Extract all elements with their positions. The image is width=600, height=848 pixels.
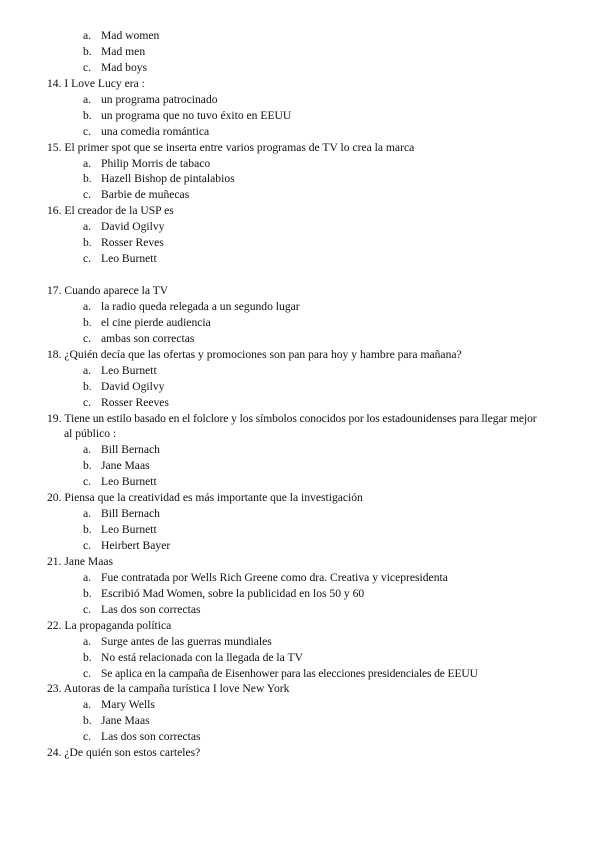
- option-text: Mad women: [101, 29, 160, 42]
- option-letter: c.: [83, 475, 92, 489]
- question-text: ¿Quién decía que las ofertas y promociones son pan para hoy y hambre para mañana?: [64, 347, 462, 361]
- option-letter: b.: [83, 523, 92, 537]
- question-number: 16.: [47, 204, 62, 218]
- option-text: Surge antes de las guerras mundiales: [101, 634, 272, 648]
- question-text: Piensa que la creatividad es más importante que la investigación: [64, 491, 363, 505]
- option-18b: [0, 379, 600, 395]
- option-letter: b.: [83, 586, 92, 600]
- option-text: Las dos son correctas: [101, 602, 201, 616]
- question-number: 14.: [47, 76, 62, 90]
- option-letter: c.: [83, 252, 92, 266]
- option-letter: c.: [83, 602, 92, 616]
- option-14b: [0, 108, 600, 124]
- question-text: ¿De quién son estos carteles?: [64, 746, 201, 760]
- option-text: Fue contratada por Wells Rich Greene como dra. Creativa y vicepresidenta: [101, 570, 448, 584]
- option-text: Bill Bernach: [101, 507, 160, 521]
- option-letter: a.: [83, 698, 92, 712]
- option-letter: a.: [83, 220, 92, 234]
- option-21c: [0, 602, 600, 618]
- option-text: Mad boys: [101, 60, 148, 74]
- question-number: 24.: [47, 746, 62, 760]
- question-22: [0, 618, 600, 634]
- question-text: Jane Maas: [64, 554, 114, 568]
- quiz-document: [0, 28, 600, 761]
- option-letter: b.: [83, 459, 92, 473]
- option-text: el cine pierde audiencia: [101, 315, 211, 329]
- option-23b: [0, 713, 600, 729]
- question-text: La propaganda política: [64, 618, 172, 632]
- option-17c: [0, 331, 600, 347]
- option-letter: c.: [83, 60, 92, 74]
- option-text: No está relacionada con la llegada de la TV: [101, 650, 303, 664]
- question-17: [0, 283, 600, 299]
- question-text: Tiene un estilo basado en el folclore y los símbolos conocidos por los estadounidenses para llegar mejor: [64, 411, 537, 425]
- option-text: una comedia romántica: [101, 124, 210, 138]
- option-18a: [0, 363, 600, 379]
- question-number: 17.: [47, 284, 62, 297]
- option-22c: [0, 666, 600, 682]
- question-20: [0, 490, 600, 506]
- option-19b: [0, 458, 600, 474]
- option-text: Rosser Reeves: [101, 395, 169, 409]
- option-text: Leo Burnett: [101, 523, 157, 537]
- question-text: I Love Lucy era :: [64, 76, 145, 90]
- option-letter: a.: [83, 92, 92, 106]
- option-text: Escribió Mad Women, sobre la publicidad en los 50 y 60: [101, 586, 365, 600]
- option-21a: [0, 570, 600, 586]
- question-number: 19.: [47, 411, 62, 425]
- option-text: Mary Wells: [101, 698, 155, 712]
- option-23a: [0, 697, 600, 713]
- option-23c: [0, 729, 600, 745]
- option-15b: [0, 171, 600, 187]
- question-18: [0, 347, 600, 363]
- option-text: la radio queda relegada a un segundo lugar: [101, 299, 300, 313]
- question-15: [0, 140, 600, 156]
- option-letter: b.: [83, 379, 92, 393]
- option-letter: a.: [83, 156, 92, 170]
- option-letter: a.: [83, 507, 92, 521]
- question-number: 21.: [47, 554, 62, 568]
- option-letter: a.: [83, 363, 92, 377]
- question-16: [0, 203, 600, 219]
- option-21b: [0, 586, 600, 602]
- question-24: [0, 745, 600, 761]
- question-text: El primer spot que se inserta entre varios programas de TV lo crea la marca: [64, 140, 415, 154]
- option-letter: b.: [83, 714, 92, 728]
- option-text: un programa patrocinado: [101, 92, 218, 106]
- option-letter: c.: [83, 395, 92, 409]
- question-number: 20.: [47, 491, 62, 505]
- option-letter: a.: [83, 570, 92, 584]
- option-letter: c.: [83, 188, 92, 202]
- option-text: Jane Maas: [101, 714, 150, 728]
- option-letter: b.: [83, 44, 92, 58]
- option-letter: c.: [83, 331, 92, 345]
- question-number: 23.: [47, 682, 62, 696]
- option-text: Se aplica en la campaña de Eisenhower para las elecciones presidenciales de EEUU: [101, 666, 478, 680]
- option-letter: b.: [83, 236, 92, 250]
- question-14: [0, 76, 600, 92]
- option-20b: [0, 522, 600, 538]
- option-letter: a.: [83, 443, 92, 457]
- option-letter: b.: [83, 315, 92, 329]
- option-text: Philip Morris de tabaco: [101, 156, 211, 170]
- option-letter: a.: [83, 634, 92, 648]
- option-15a: [0, 156, 600, 172]
- option-text: Leo Burnett: [101, 475, 157, 489]
- question-19: [0, 411, 600, 427]
- question-text: Cuando aparece la TV: [64, 284, 169, 297]
- option-15c: [0, 187, 600, 203]
- option-19a: [0, 442, 600, 458]
- option-20c: [0, 538, 600, 554]
- option-text: David Ogilvy: [101, 220, 165, 234]
- option-letter: b.: [83, 172, 92, 186]
- option-text: Barbie de muñecas: [101, 188, 190, 202]
- option-13a: [0, 28, 600, 44]
- question-number: 15.: [47, 140, 62, 154]
- question-text: Autoras de la campaña turística I love New York: [63, 682, 290, 696]
- option-text: un programa que no tuvo éxito en EEUU: [101, 108, 292, 122]
- question-23: [0, 681, 600, 697]
- option-13b: [0, 44, 600, 60]
- option-16c: [0, 251, 600, 267]
- option-text: ambas son correctas: [101, 331, 195, 345]
- option-text: Leo Burnett: [101, 363, 157, 377]
- option-letter: a.: [83, 29, 92, 42]
- option-letter: b.: [83, 108, 92, 122]
- option-22a: [0, 634, 600, 650]
- option-19c: [0, 474, 600, 490]
- option-letter: c.: [83, 730, 92, 744]
- option-text: Mad men: [101, 44, 146, 58]
- option-text: Heirbert Bayer: [101, 539, 171, 552]
- question-text: El creador de la USP es: [64, 204, 174, 218]
- question-text-continuation: al público :: [64, 427, 117, 441]
- question-19-continuation: [0, 426, 600, 442]
- option-letter: c.: [83, 539, 92, 552]
- option-17b: [0, 315, 600, 331]
- option-text: Leo Burnett: [101, 252, 157, 266]
- option-letter: c.: [83, 666, 92, 680]
- question-number: 18.: [47, 347, 62, 361]
- option-14a: [0, 92, 600, 108]
- option-text: Rosser Reves: [101, 236, 164, 250]
- option-14c: [0, 124, 600, 140]
- option-text: David Ogilvy: [101, 379, 165, 393]
- option-18c: [0, 395, 600, 411]
- option-letter: a.: [83, 299, 92, 313]
- question-21: [0, 554, 600, 570]
- option-22b: [0, 650, 600, 666]
- option-letter: c.: [83, 124, 92, 138]
- option-20a: [0, 506, 600, 522]
- option-17a: [0, 299, 600, 315]
- blank-line: [0, 267, 600, 283]
- option-text: Bill Bernach: [101, 443, 160, 457]
- option-text: Hazell Bishop de pintalabios: [101, 172, 235, 186]
- option-text: Las dos son correctas: [101, 730, 201, 744]
- option-letter: b.: [83, 650, 92, 664]
- question-number: 22.: [47, 618, 62, 632]
- option-16b: [0, 235, 600, 251]
- option-13c: [0, 60, 600, 76]
- option-text: Jane Maas: [101, 459, 150, 473]
- option-16a: [0, 219, 600, 235]
